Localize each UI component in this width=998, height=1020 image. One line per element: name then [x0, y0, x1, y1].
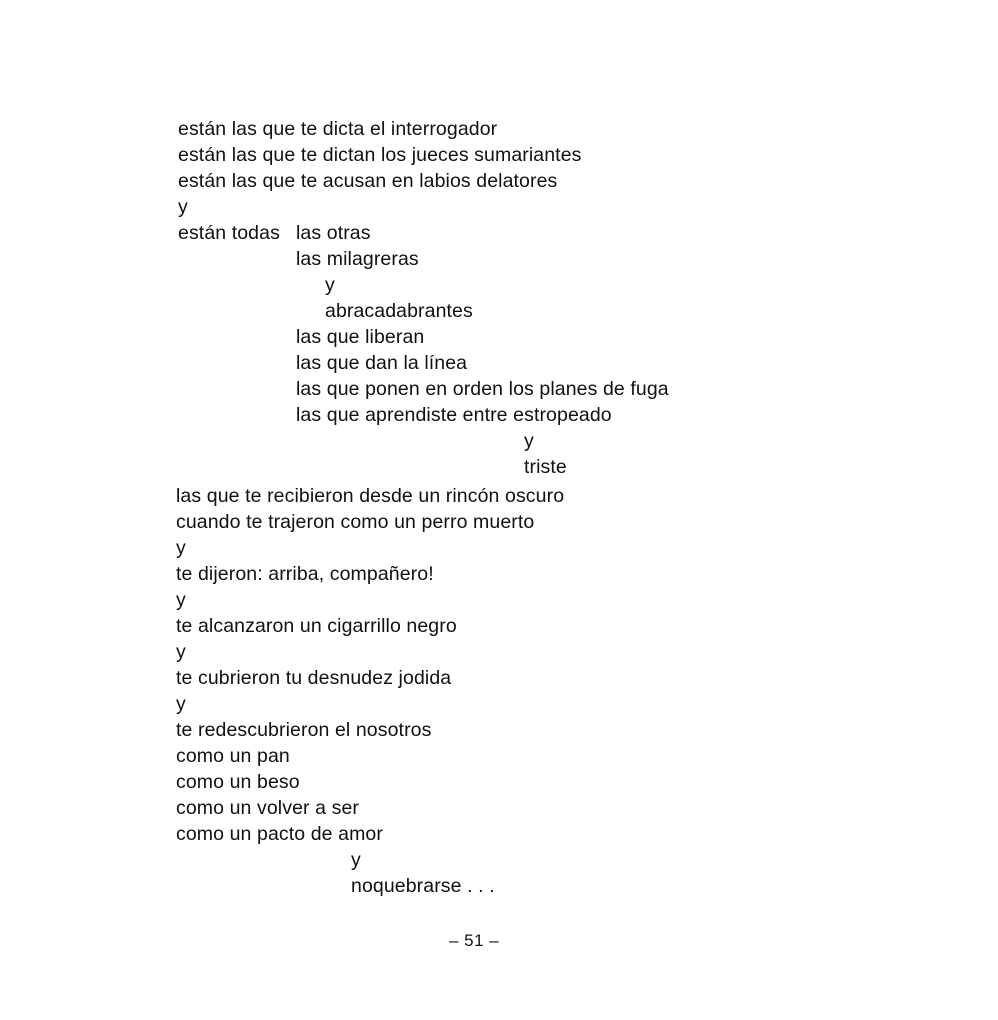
poem-line: como un pan: [176, 745, 290, 767]
poem-line: como un beso: [176, 771, 300, 793]
poem-line: te dijeron: arriba, compañero!: [176, 563, 434, 585]
poem-line: están todas: [178, 222, 280, 244]
poem-line: las que aprendiste entre estropeado: [296, 404, 612, 426]
poem-line: las otras: [296, 222, 371, 244]
poem-line: te redescubrieron el nosotros: [176, 719, 432, 741]
poem-line: como un volver a ser: [176, 797, 359, 819]
poem-line: y: [178, 196, 188, 218]
poem-line: las que te recibieron desde un rincón oscuro: [176, 485, 565, 507]
poem-line: y: [176, 693, 186, 715]
poem-line: cuando te trajeron como un perro muerto: [176, 511, 535, 533]
poem-line: las que ponen en orden los planes de fuga: [296, 378, 669, 400]
poem-line: triste: [524, 456, 567, 478]
poem-line: y: [351, 849, 361, 871]
page-number: – 51 –: [449, 931, 500, 950]
poem-line: y: [176, 589, 186, 611]
poem-line: y: [176, 641, 186, 663]
poem-line: abracadabrantes: [325, 300, 473, 322]
poem-line: y: [325, 274, 335, 296]
poem-line: te cubrieron tu desnudez jodida: [176, 667, 452, 689]
poem-line: las milagreras: [296, 248, 419, 270]
poem-line: están las que te dictan los jueces sumariantes: [178, 144, 582, 166]
poem-line: están las que te acusan en labios delatores: [178, 170, 558, 192]
poem-line: las que liberan: [296, 326, 425, 348]
poem-line: noquebrarse . . .: [351, 875, 495, 897]
poem-line: y: [176, 537, 186, 559]
poem-line: te alcanzaron un cigarrillo negro: [176, 615, 457, 637]
poem-line: están las que te dicta el interrogador: [178, 118, 498, 140]
poem-line: como un pacto de amor: [176, 823, 383, 845]
poem-line: las que dan la línea: [296, 352, 468, 374]
poem-line: y: [524, 430, 534, 452]
